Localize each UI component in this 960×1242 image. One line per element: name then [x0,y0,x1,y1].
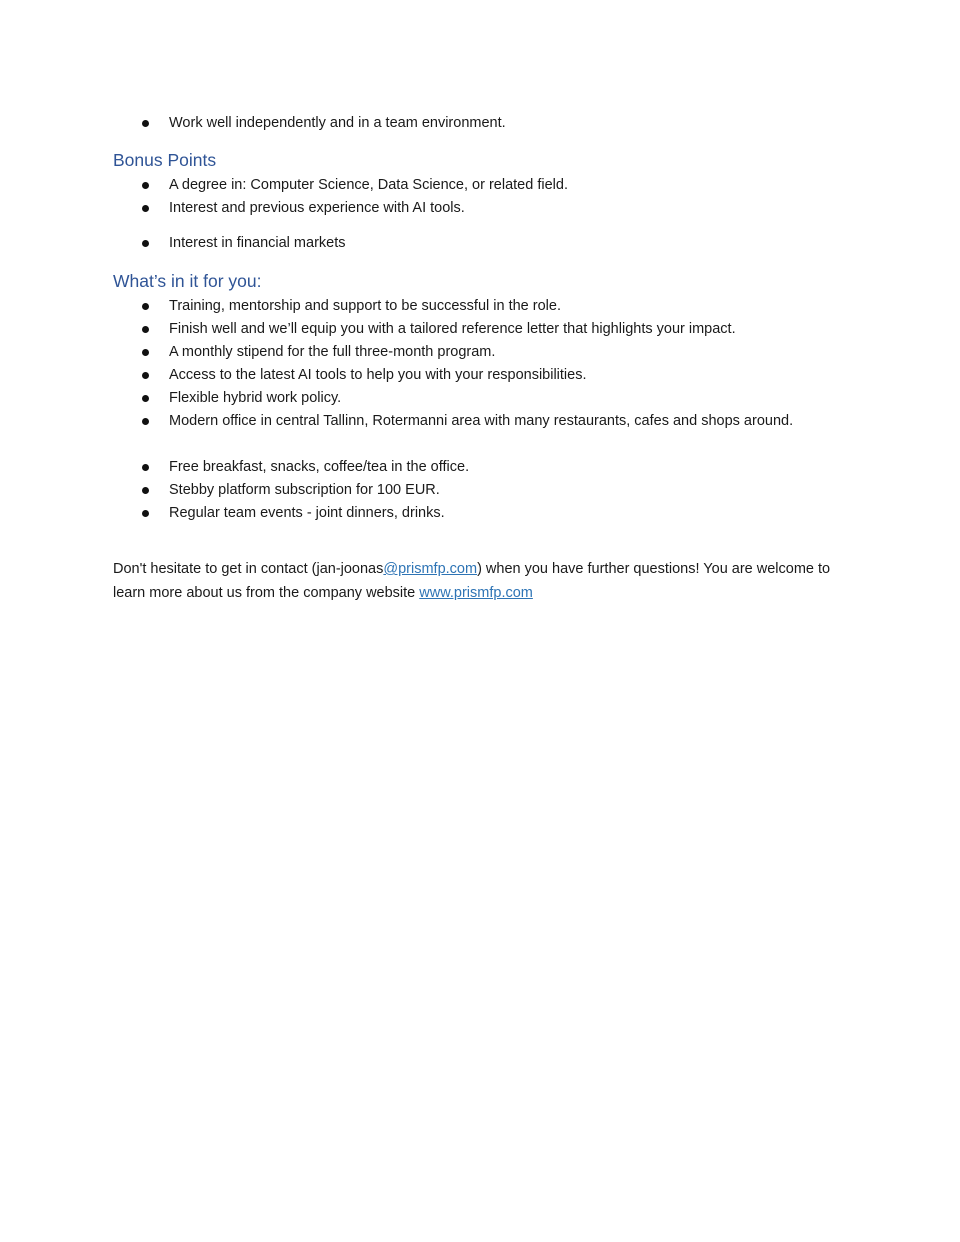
bonus-points-heading: Bonus Points [113,150,217,170]
bullet-icon [142,395,149,402]
bullet-icon [142,487,149,494]
list-item [0,387,809,410]
list-item [0,364,809,387]
list-item [0,456,809,479]
list-item-text: A degree in: Computer Science, Data Science, or related field. [169,177,568,193]
website-link[interactable]: www.prismfp.com [419,585,533,601]
bullet-icon [142,303,149,310]
intro-bullet-list [0,112,809,135]
list-item [0,174,809,197]
email-link[interactable]: @prismfp.com [383,561,478,577]
bullet-icon [142,326,149,333]
list-item [0,479,809,502]
bonus-bullet-list [0,174,809,220]
list-item-text: A monthly stipend for the full three-month program. [169,344,496,360]
list-item [0,502,809,525]
list-item-text: Free breakfast, snacks, coffee/tea in the office. [169,459,470,475]
list-item [0,410,829,456]
list-item-text: Work well independently and in a team environment. [169,115,506,131]
bullet-icon [142,182,149,189]
list-item [0,295,809,318]
list-item-text: Flexible hybrid work policy. [169,390,342,406]
list-item [0,341,809,364]
bullet-icon [142,120,149,127]
benefits-heading: What’s in it for you: [113,271,262,291]
bullet-icon [142,418,149,425]
contact-text-middle: ) when you have further questions! You are welcome to learn more about us from the company website [113,561,831,601]
list-item [0,112,809,135]
list-item-text: Finish well and we’ll equip you with a tailored reference letter that highlights your impact. [169,321,736,337]
contact-paragraph [113,557,833,605]
bullet-icon [142,205,149,212]
list-item [0,197,809,220]
list-item-text: Modern office in central Tallinn, Rotermanni area with many restaurants, cafes and shops around. [169,413,794,429]
bullet-icon [142,510,149,517]
bullet-icon [142,372,149,379]
list-item-text: Training, mentorship and support to be successful in the role. [169,298,561,314]
list-item [0,232,809,255]
bonus-bullet-list-continued [0,232,809,255]
bullet-icon [142,464,149,471]
list-item-text: Interest and previous experience with AI tools. [169,200,465,216]
list-item-text: Access to the latest AI tools to help you with your responsibilities. [169,367,587,383]
contact-text-start: Don't hesitate to get in contact (jan-joonas [113,561,384,577]
list-item-text: Stebby platform subscription for 100 EUR. [169,482,440,498]
list-item-text: Regular team events - joint dinners, drinks. [169,505,445,521]
list-item-text: Interest in financial markets [169,235,346,251]
bullet-icon [142,349,149,356]
list-item [0,318,809,341]
benefits-bullet-list [0,295,829,525]
bullet-icon [142,240,149,247]
